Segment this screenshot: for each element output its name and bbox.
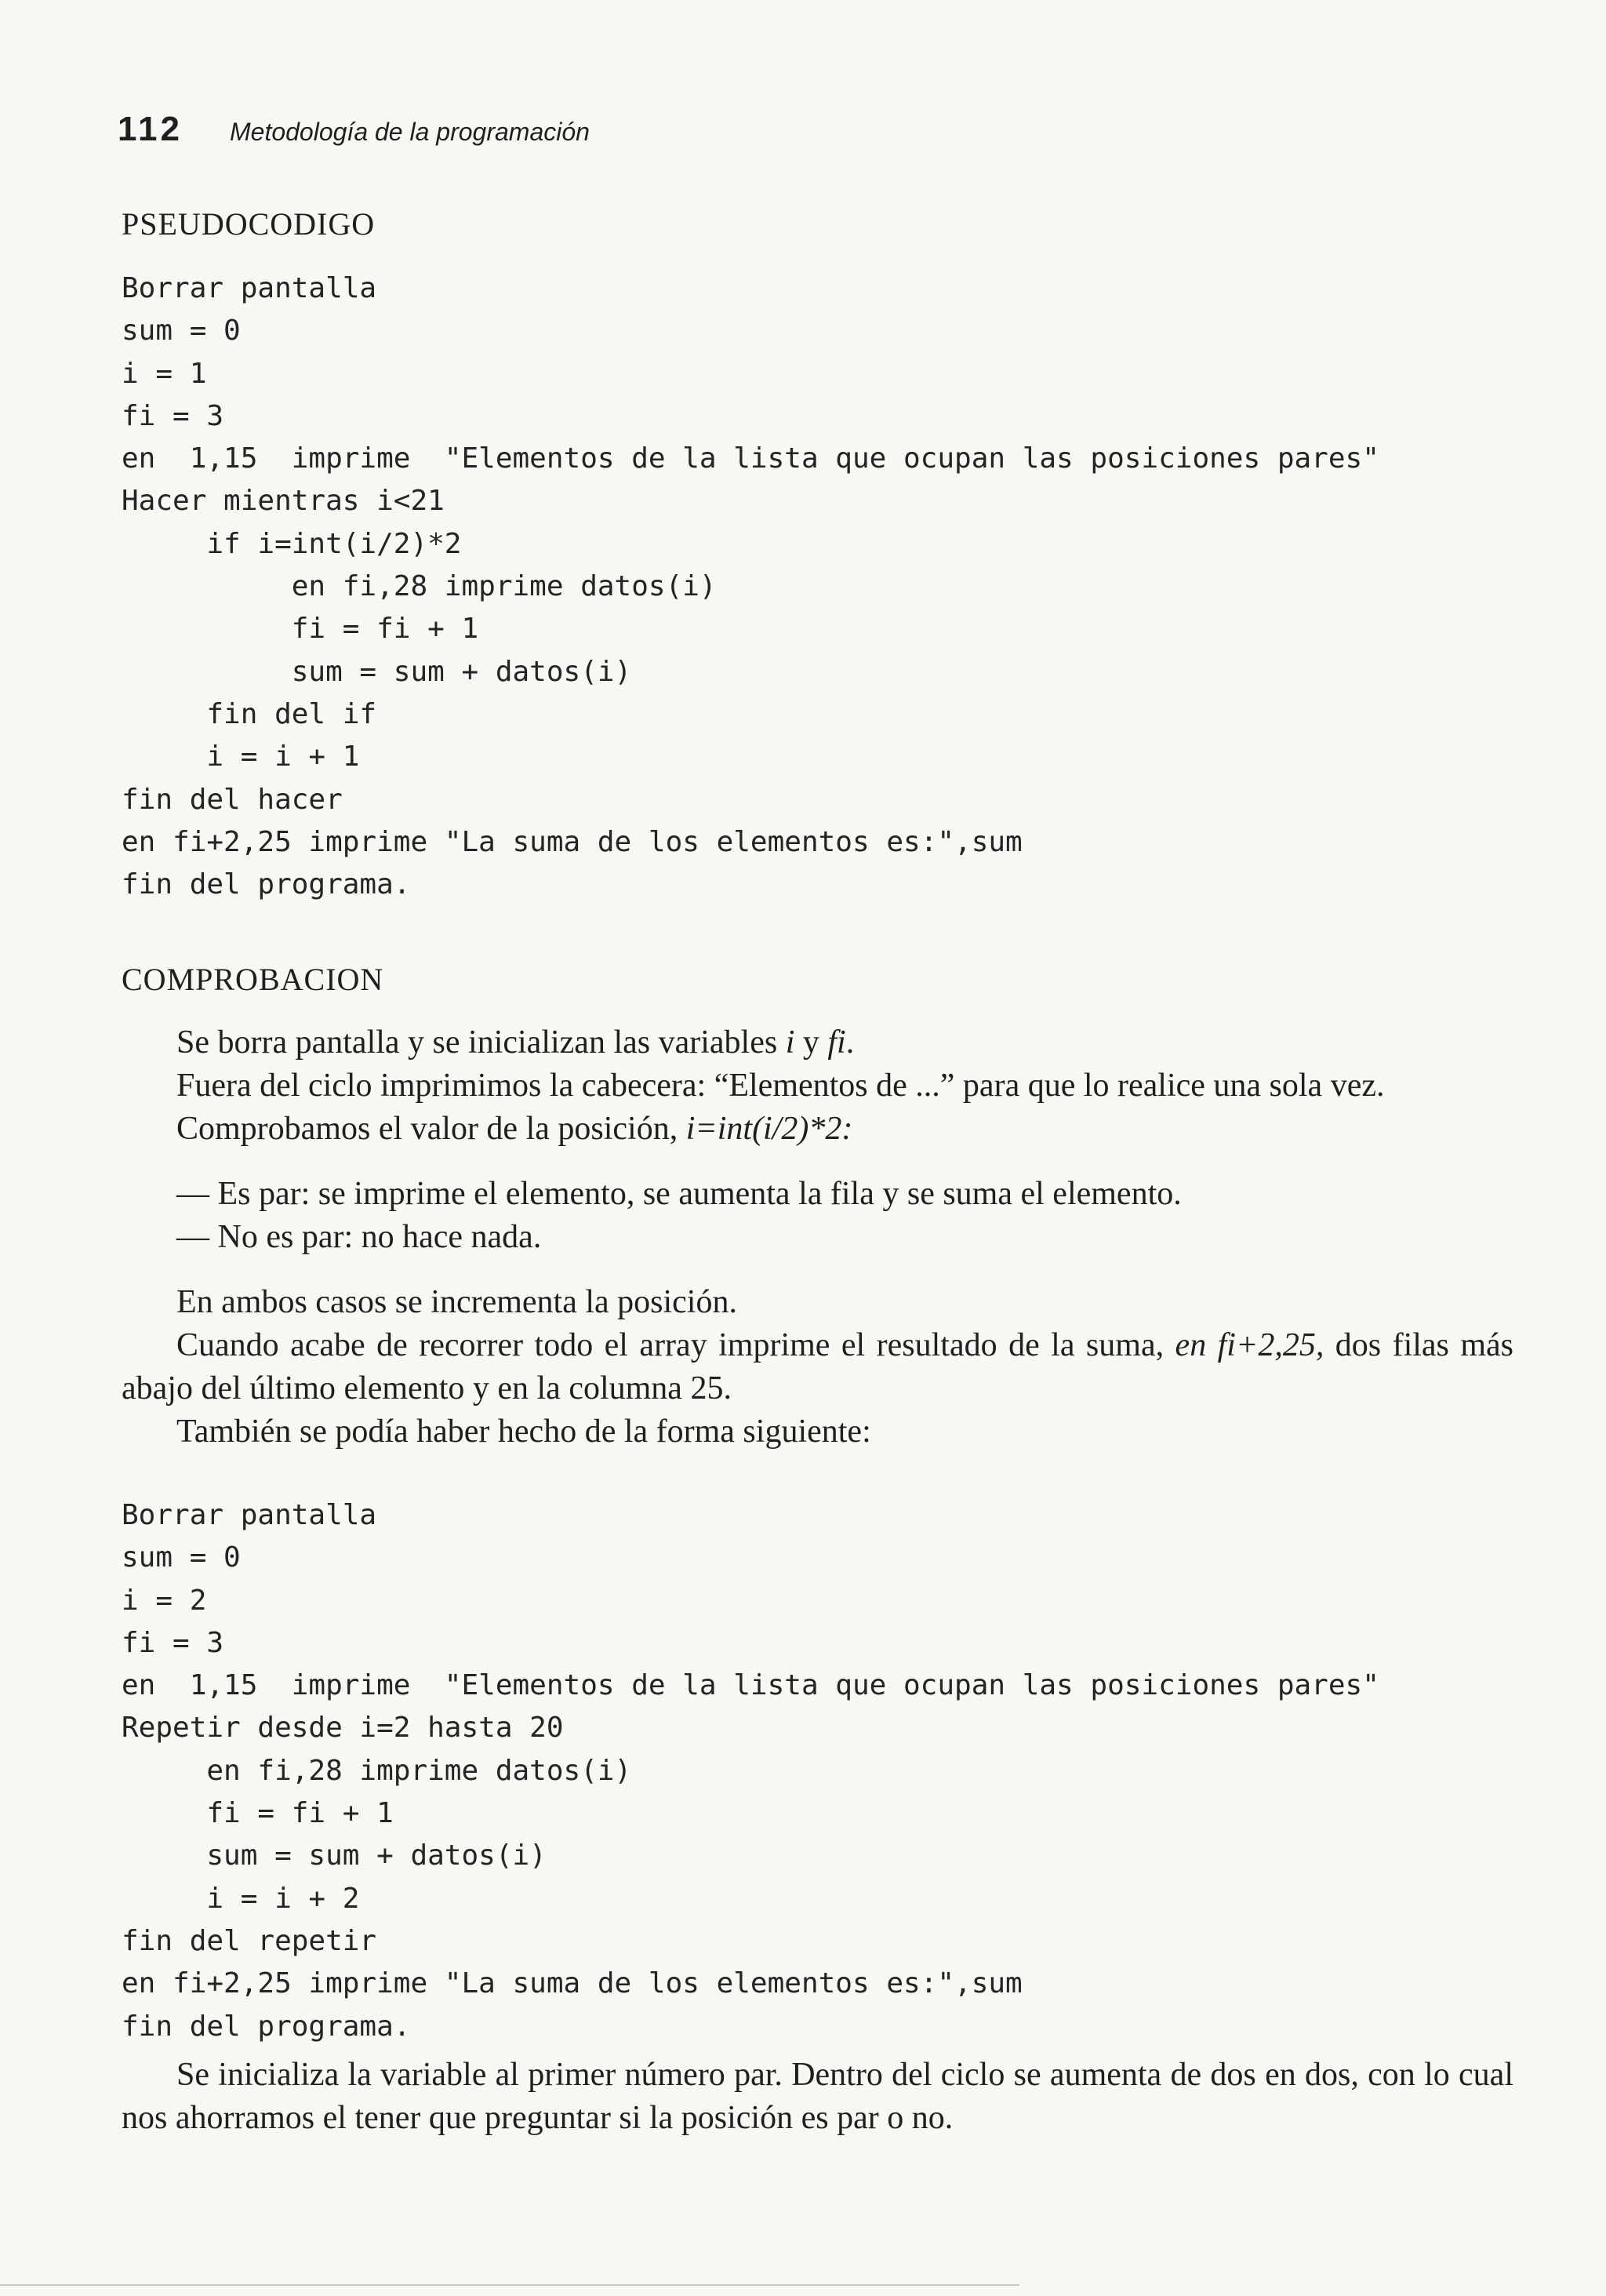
list-item: — Es par: se imprime el elemento, se aumenta la fila y se suma el elemento. — [176, 1176, 1182, 1212]
list-item: — No es par: no hace nada. — [176, 1219, 542, 1255]
code-line: fin del programa. — [122, 2010, 411, 2043]
page-header — [118, 110, 590, 157]
code-line: fi = fi + 1 — [122, 1797, 394, 1830]
code-line: i = i + 2 — [122, 1882, 360, 1915]
paragraph: Se borra pantalla y se inicializan las variables i y fi. — [176, 1024, 855, 1061]
code-line: sum = 0 — [122, 1541, 241, 1574]
code-line: sum = 0 — [122, 315, 241, 347]
case-list — [122, 1173, 1513, 1259]
code-line: fin del repetir — [122, 1924, 377, 1957]
section-title-comprobacion: COMPROBACION — [122, 962, 384, 997]
code-line: i = i + 1 — [122, 740, 360, 773]
pseudocode-block-1 — [122, 267, 1379, 906]
paragraph: Fuera del ciclo imprimimos la cabecera: “Elementos de ...” para que lo realice una sola vez. — [176, 1068, 1385, 1104]
paragraph: En ambos casos se incrementa la posición. — [176, 1284, 737, 1320]
code-line: Borrar pantalla — [122, 272, 377, 304]
code-line: fi = 3 — [122, 399, 224, 432]
page-bottom-edge — [0, 2284, 1019, 2286]
paragraph: Cuando acabe de recorrer todo el array imprime el resultado de la suma, en fi+2,25, dos filas más abajo del último elemento y en la columna 25. — [122, 1327, 1513, 1406]
code-line: Borrar pantalla — [122, 1499, 377, 1531]
code-line: sum = sum + datos(i) — [122, 1839, 547, 1872]
code-line: fin del programa. — [122, 868, 411, 901]
comprobacion-text — [122, 1021, 1513, 1454]
code-line: fi = fi + 1 — [122, 613, 479, 646]
code-line: fin del if — [122, 697, 377, 730]
code-line: Repetir desde i=2 hasta 20 — [122, 1712, 564, 1745]
pseudocode-block-2 — [122, 1494, 1379, 2048]
closing-text — [122, 2054, 1513, 2140]
code-line: fin del hacer — [122, 783, 343, 816]
code-line: en 1,15 imprime "Elementos de la lista que ocupan las posiciones pares" — [122, 442, 1379, 475]
section-title-pseudocodigo: PSEUDOCODIGO — [122, 206, 376, 242]
code-line: i = 1 — [122, 357, 207, 390]
code-line: en 1,15 imprime "Elementos de la lista que ocupan las posiciones pares" — [122, 1669, 1379, 1702]
code-line: en fi+2,25 imprime "La suma de los elementos es:",sum — [122, 1967, 1023, 2000]
code-line: if i=int(i/2)*2 — [122, 527, 462, 560]
code-line: en fi,28 imprime datos(i) — [122, 570, 717, 603]
code-line: fi = 3 — [122, 1626, 224, 1659]
paragraph: Se inicializa la variable al primer número par. Dentro del ciclo se aumenta de dos en dos, con lo cual nos ahorramos el tener que preguntar si la posición es par o no. — [122, 2057, 1513, 2136]
running-title: Metodología de la programación — [229, 118, 590, 146]
code-line: i = 2 — [122, 1584, 207, 1617]
code-line: en fi+2,25 imprime "La suma de los elementos es:",sum — [122, 825, 1023, 858]
paragraph: Comprobamos el valor de la posición, i=int(i/2)*2: — [176, 1111, 853, 1147]
code-line: en fi,28 imprime datos(i) — [122, 1754, 632, 1787]
paragraph: También se podía haber hecho de la forma siguiente: — [176, 1414, 871, 1450]
page-number: 112 — [118, 110, 183, 148]
code-line: Hacer mientras i<21 — [122, 485, 445, 518]
code-line: sum = sum + datos(i) — [122, 655, 632, 688]
